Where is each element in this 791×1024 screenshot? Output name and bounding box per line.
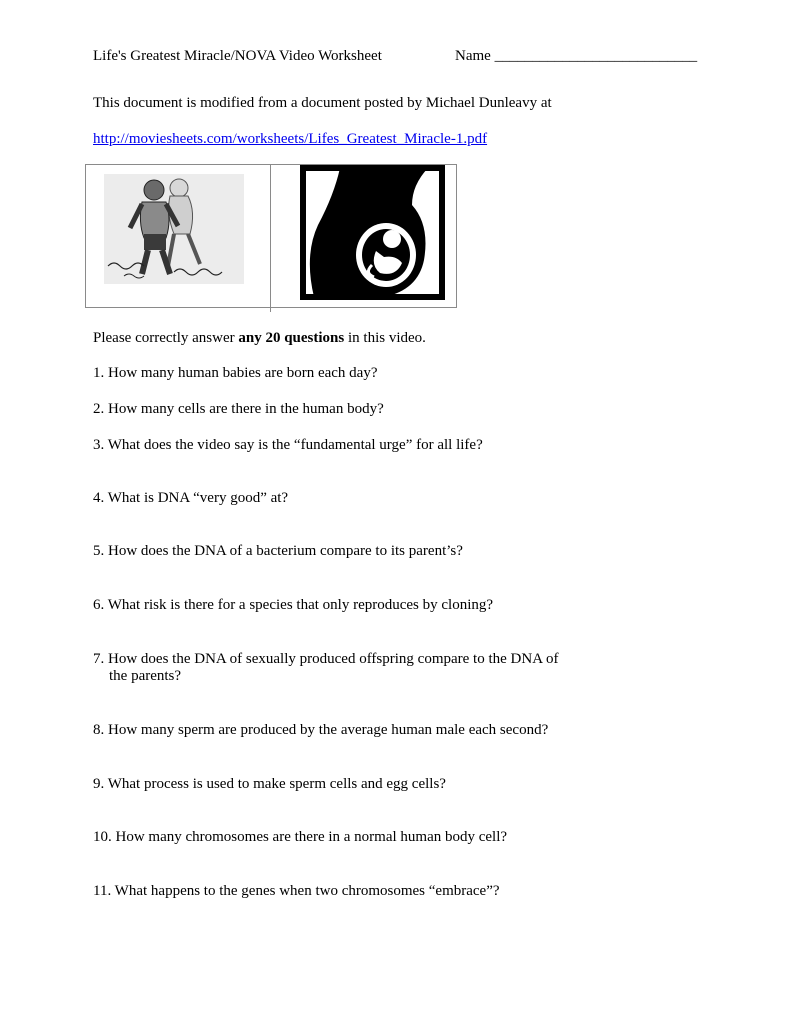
question-item-continued: the parents? [109,668,182,684]
question-item: 5. How does the DNA of a bacterium compare to its parent’s? [93,543,463,559]
question-item: 10. How many chromosomes are there in a normal human body cell? [93,829,508,845]
question-item: 3. What does the video say is the “fundamental urge” for all life? [93,437,483,453]
name-field-label: Name ___________________________ [455,48,698,64]
question-item: 7. How does the DNA of sexually produced offspring compare to the DNA of [93,651,559,667]
worksheet-title: Life's Greatest Miracle/NOVA Video Worksheet [93,48,382,64]
question-item: 1. How many human babies are born each day? [93,365,378,381]
question-item: 11. What happens to the genes when two chromosomes “embrace”? [93,883,500,899]
figure-divider [270,164,271,312]
question-item: 9. What process is used to make sperm cells and egg cells? [93,776,446,792]
intro-text: This document is modified from a document posted by Michael Dunleavy at [93,95,552,111]
question-item: 2. How many cells are there in the human body? [93,401,384,417]
question-item: 6. What risk is there for a species that only reproduces by cloning? [93,597,494,613]
source-link[interactable]: http://moviesheets.com/worksheets/Lifes_Greatest_Miracle-1.pdf [93,131,488,147]
question-item: 4. What is DNA “very good” at? [93,490,289,506]
question-item: 8. How many sperm are produced by the average human male each second? [93,722,549,738]
couple-illustration [104,174,244,284]
instructions-text: Please correctly answer any 20 questions in this video. [93,330,426,346]
instructions-emphasis: any 20 questions [238,330,345,346]
fetus-illustration [300,165,445,300]
